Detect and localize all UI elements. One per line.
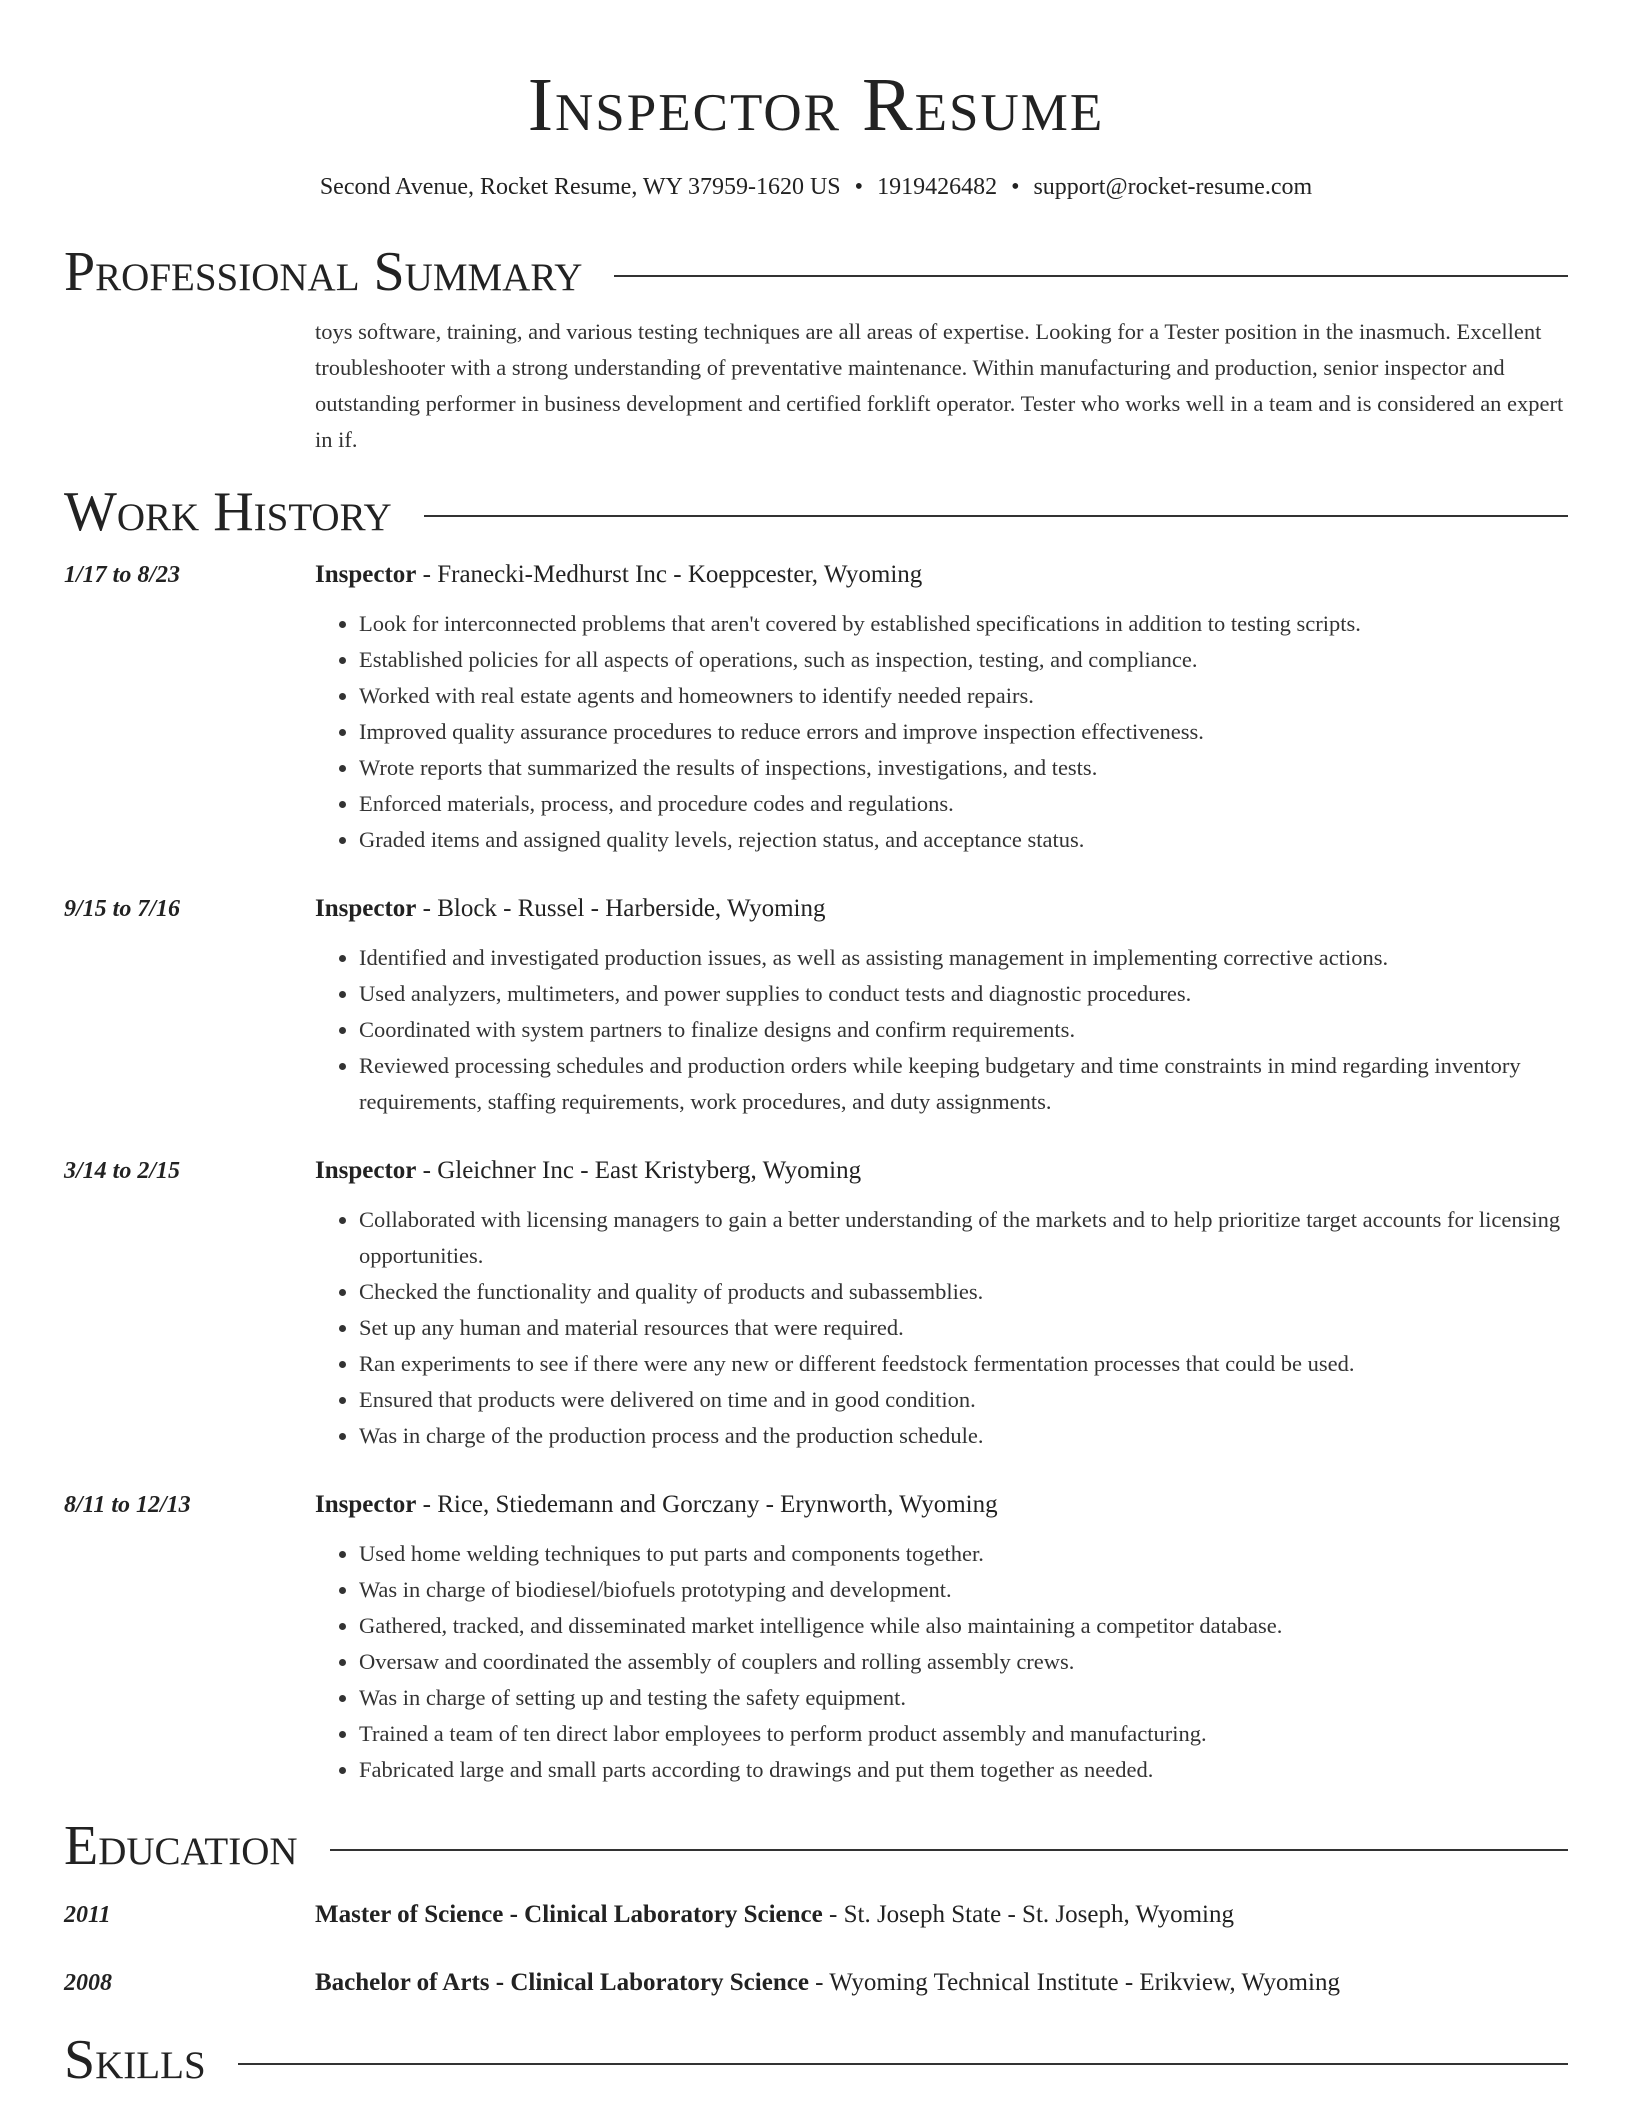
duty-item: • Enforced materials, process, and procedure codes and regulations. <box>359 786 1568 822</box>
job-entry <box>64 1154 1568 1454</box>
duty-item: • Identified and investigated production issues, as well as assisting management in implementing corrective actions. <box>359 940 1568 976</box>
job-entry <box>64 1488 1568 1788</box>
contact-phone: 1919426482 <box>877 174 998 200</box>
job-dates: 1/17 to 8/23 <box>64 562 181 588</box>
job-heading <box>315 892 1568 926</box>
work-history-section-header <box>64 480 1568 544</box>
job-employer: - Gleichner Inc - East Kristyberg, Wyoming <box>416 1157 862 1184</box>
job-dates: 9/15 to 7/16 <box>64 896 181 922</box>
education-school: - St. Joseph State - St. Joseph, Wyoming <box>822 1901 1234 1928</box>
job-duties <box>315 1536 1568 1788</box>
job-heading <box>315 558 1568 592</box>
job-dates: 8/11 to 12/13 <box>64 1492 191 1518</box>
duty-item: • Collaborated with licensing managers to gain a better understanding of the markets and to help prioritize target accounts for licensing opportunities. <box>359 1202 1568 1274</box>
summary-section-title: Professional Summary <box>64 241 583 303</box>
duty-item: • Established policies for all aspects of operations, such as inspection, testing, and compliance. <box>359 642 1568 678</box>
duty-item: • Used home welding techniques to put parts and components together. <box>359 1536 1568 1572</box>
duty-item: • Was in charge of setting up and testing the safety equipment. <box>359 1680 1568 1716</box>
job-employer: - Franecki-Medhurst Inc - Koeppcester, Wyoming <box>416 561 923 588</box>
duty-item: • Was in charge of the production process and the production schedule. <box>359 1418 1568 1454</box>
duty-item: • Oversaw and coordinated the assembly of couplers and rolling assembly crews. <box>359 1644 1568 1680</box>
duty-item: • Graded items and assigned quality levels, rejection status, and acceptance status. <box>359 822 1568 858</box>
job-duties <box>315 606 1568 858</box>
job-role: Inspector <box>315 895 417 922</box>
contact-email: support@rocket-resume.com <box>1033 174 1313 200</box>
duty-item: • Worked with real estate agents and homeowners to identify needed repairs. <box>359 678 1568 714</box>
contact-address: Second Avenue, Rocket Resume, WY 37959-1620 US <box>319 174 841 200</box>
duty-item: • Trained a team of ten direct labor employees to perform product assembly and manufacturing. <box>359 1716 1568 1752</box>
duty-item: • Gathered, tracked, and disseminated market intelligence while also maintaining a competitor database. <box>359 1608 1568 1644</box>
resume-page <box>64 0 1568 2092</box>
contact-separator: • <box>854 174 864 200</box>
education-entry <box>64 1966 1568 2000</box>
job-employer: - Block - Russel - Harberside, Wyoming <box>416 895 826 922</box>
job-heading <box>315 1488 1568 1522</box>
duty-item: • Look for interconnected problems that aren't covered by established specifications in addition to testing scripts. <box>359 606 1568 642</box>
summary-text: toys software, training, and various testing techniques are all areas of expertise. Looking for a Tester position in the inasmuch. Excellent troubleshooter with a strong understanding of preventative maintenance. Within manufacturing and production, senior inspector and outstanding performer in business development and certified forklift operator. Tester who works well in a team and is considered an expert in if. <box>315 319 1564 452</box>
work-history-section-title: Work History <box>64 481 392 543</box>
education-year: 2011 <box>64 1902 111 1928</box>
job-role: Inspector <box>315 1491 417 1518</box>
duty-item: • Ensured that products were delivered on time and in good condition. <box>359 1382 1568 1418</box>
job-list <box>64 558 1568 1788</box>
duty-item: • Checked the functionality and quality of products and subassemblies. <box>359 1274 1568 1310</box>
job-employer: - Rice, Stiedemann and Gorczany - Erynworth, Wyoming <box>416 1491 998 1518</box>
job-entry <box>64 558 1568 858</box>
job-role: Inspector <box>315 561 417 588</box>
education-year: 2008 <box>64 1970 112 1996</box>
duty-item: • Wrote reports that summarized the results of inspections, investigations, and tests. <box>359 750 1568 786</box>
resume-title: Inspector Resume <box>527 63 1105 147</box>
duty-item: • Was in charge of biodiesel/biofuels prototyping and development. <box>359 1572 1568 1608</box>
duty-item: • Coordinated with system partners to finalize designs and confirm requirements. <box>359 1012 1568 1048</box>
duty-item: • Ran experiments to see if there were any new or different feedstock fermentation processes that could be used. <box>359 1346 1568 1382</box>
education-entry <box>64 1898 1568 1932</box>
summary-section-header <box>64 240 1568 304</box>
job-duties <box>315 1202 1568 1454</box>
education-degree: Bachelor of Arts - Clinical Laboratory Science <box>315 1969 809 1996</box>
duty-item: • Reviewed processing schedules and production orders while keeping budgetary and time constraints in mind regarding inventory requirements, staffing requirements, work procedures, and duty assignments. <box>359 1048 1568 1120</box>
contact-line <box>64 172 1568 202</box>
education-section-title: Education <box>64 1815 298 1877</box>
job-entry <box>64 892 1568 1120</box>
education-section-header <box>64 1814 1568 1878</box>
job-heading <box>315 1154 1568 1188</box>
duty-item: • Used analyzers, multimeters, and power supplies to conduct tests and diagnostic procedures. <box>359 976 1568 1012</box>
section-divider <box>614 275 1568 277</box>
job-dates: 3/14 to 2/15 <box>64 1158 181 1184</box>
duty-item: • Improved quality assurance procedures to reduce errors and improve inspection effectiveness. <box>359 714 1568 750</box>
section-divider <box>330 1849 1568 1851</box>
section-divider <box>424 515 1568 517</box>
job-role: Inspector <box>315 1157 417 1184</box>
section-divider <box>238 2063 1568 2065</box>
job-duties <box>315 940 1568 1120</box>
education-school: - Wyoming Technical Institute - Erikview, Wyoming <box>808 1969 1340 1996</box>
skills-section-title: Skills <box>64 2029 206 2091</box>
skills-section-header <box>64 2028 1568 2092</box>
duty-item: • Set up any human and material resources that were required. <box>359 1310 1568 1346</box>
education-degree: Master of Science - Clinical Laboratory Science <box>315 1901 823 1928</box>
duty-item: • Fabricated large and small parts according to drawings and put them together as needed. <box>359 1752 1568 1788</box>
contact-separator: • <box>1011 174 1020 200</box>
